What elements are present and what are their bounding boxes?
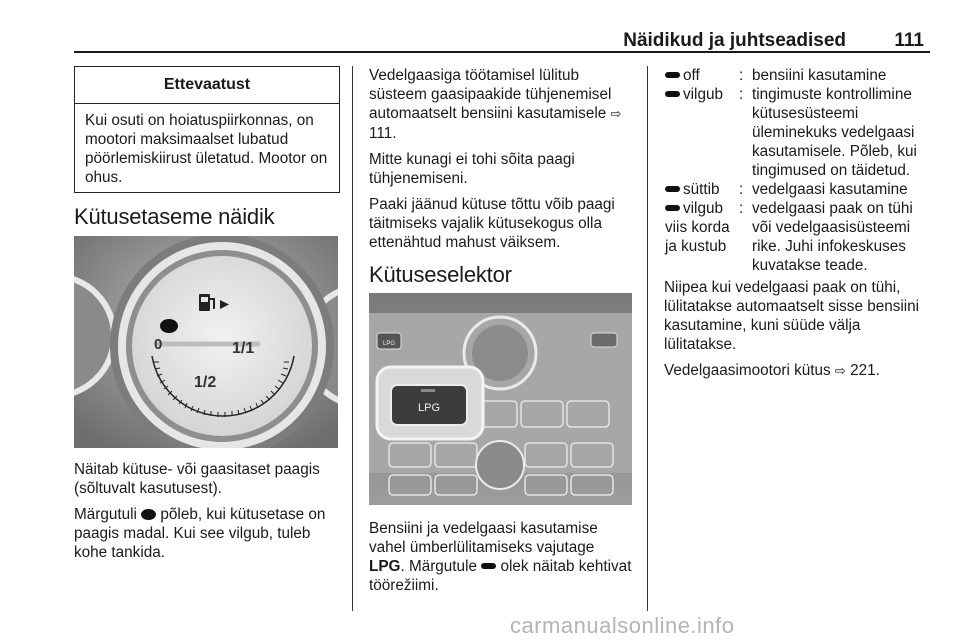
gauge-label-empty: 0 — [154, 336, 163, 353]
gauge-label-half: 1/2 — [194, 374, 217, 391]
para-text: Bensiini ja vedelgaasi kasutamise vahel ümberlülitamiseks vajutage — [369, 520, 598, 556]
fuel-gauge-figure — [74, 236, 338, 448]
lpg-status-table — [665, 66, 930, 275]
para-text: Vedelgaasiga töötamisel lülitub süsteem gaasipaakide tühjenemisel automaatselt bensiini kasutamisele — [369, 67, 612, 122]
lpg-indicator-icon — [665, 91, 680, 97]
lpg-indicator-icon — [481, 563, 496, 569]
lpg-label: LPG — [369, 558, 401, 575]
status-description: tingimuste kontrollimine kütusesüsteemi üleminekuks vedelgaasi kasutamisele. Põleb, kui tingimused on täidetud. — [752, 86, 917, 179]
lpg-fuel-para — [664, 361, 932, 381]
status-description: bensiini kasutamine — [752, 67, 887, 84]
caution-text: Kui osuti on hoiatuspiirkonnas, on mootori maksimaalset lubatud pöörlemiskiirust ületatud. Mootor on ohus. — [85, 112, 328, 186]
fuel-gauge-illustration — [74, 236, 338, 448]
table-row — [665, 199, 930, 275]
separator: : — [739, 181, 744, 198]
fuel-selector-caption — [369, 519, 634, 602]
status-label: süttib — [683, 181, 720, 198]
lpg-para-1 — [369, 66, 634, 143]
middle-text — [369, 66, 634, 259]
low-fuel-lamp-icon — [141, 509, 156, 520]
low-fuel-lamp-icon — [160, 319, 178, 333]
para-text: Vedelgaasimootori kütus — [664, 362, 831, 379]
status-cell — [665, 180, 735, 199]
column-divider — [352, 66, 353, 611]
header-rule — [74, 51, 930, 53]
fuel-selector-figure — [369, 293, 632, 505]
right-text — [664, 278, 932, 388]
status-label-extra: viis korda ja kustub — [665, 219, 730, 255]
separator: : — [739, 67, 744, 84]
para-text: põleb, kui kütusetase on paagis madal. Kui see vilgub, tuleb kohe tankida. — [74, 506, 326, 561]
status-label: off — [683, 67, 700, 84]
status-description: vedelgaasi paak on tühi või vedelgaasisüsteemi rike. Juhi infokeskuses kuvatakse teade. — [752, 200, 913, 274]
page-reference[interactable]: 221. — [850, 362, 880, 379]
cross-reference-icon: ⇨ — [610, 107, 622, 122]
cross-reference-icon: ⇨ — [834, 364, 846, 379]
lpg-empty-para: Niipea kui vedelgaasi paak on tühi, lülitatakse automaatselt sisse bensiini kasutamine, kuni süüde välja lülitatakse. — [664, 279, 920, 353]
page-header — [74, 24, 930, 50]
column-divider — [647, 66, 648, 611]
status-cell — [665, 85, 735, 104]
gauge-label-full: 1/1 — [232, 340, 255, 357]
separator: : — [739, 200, 744, 217]
fuel-gauge-text — [74, 460, 340, 569]
status-description: vedelgaasi kasutamine — [752, 181, 908, 198]
table-row — [665, 180, 930, 199]
table-row — [665, 66, 930, 85]
separator: : — [739, 86, 744, 103]
caution-title: Ettevaatust — [75, 67, 339, 104]
small-lpg-label: LPG — [382, 341, 396, 347]
page-title: Näidikud ja juhtseadised — [623, 30, 846, 51]
page-reference[interactable]: 111. — [369, 125, 397, 142]
status-label: vilgub — [683, 86, 723, 103]
para-text: . Märgutule — [400, 558, 477, 575]
fuel-gauge-para-2 — [74, 505, 340, 562]
fuel-selector-heading: Kütuseselektor — [369, 262, 512, 287]
watermark: carmanualsonline.info — [510, 613, 735, 638]
fuel-gauge-heading: Kütusetaseme näidik — [74, 204, 275, 229]
lpg-para-3: Paaki jäänud kütuse tõttu võib paagi täitmiseks vajalik kütusekogus olla ettenähtud mahust väiksem. — [369, 196, 615, 251]
lpg-para-2: Mitte kunagi ei tohi sõita paagi tühjenemiseni. — [369, 151, 575, 187]
status-label: vilgub — [683, 200, 723, 217]
lpg-indicator-icon — [665, 72, 680, 78]
table-row — [665, 85, 930, 180]
status-cell — [665, 66, 735, 85]
caution-box — [74, 66, 340, 193]
fuel-gauge-para-1: Näitab kütuse- või gaasitaset paagis (sõltuvalt kasutusest). — [74, 461, 320, 497]
lpg-button-label: LPG — [417, 402, 441, 414]
caption-text — [369, 519, 634, 595]
para-text: olek näitab kehtivat töörežiimi. — [369, 558, 632, 594]
para-text: Märgutuli — [74, 506, 137, 523]
lpg-indicator-icon — [665, 205, 680, 211]
status-cell — [665, 199, 737, 256]
fuel-selector-illustration — [369, 293, 632, 505]
lpg-indicator-icon — [665, 186, 680, 192]
page-number: 111 — [894, 30, 924, 51]
